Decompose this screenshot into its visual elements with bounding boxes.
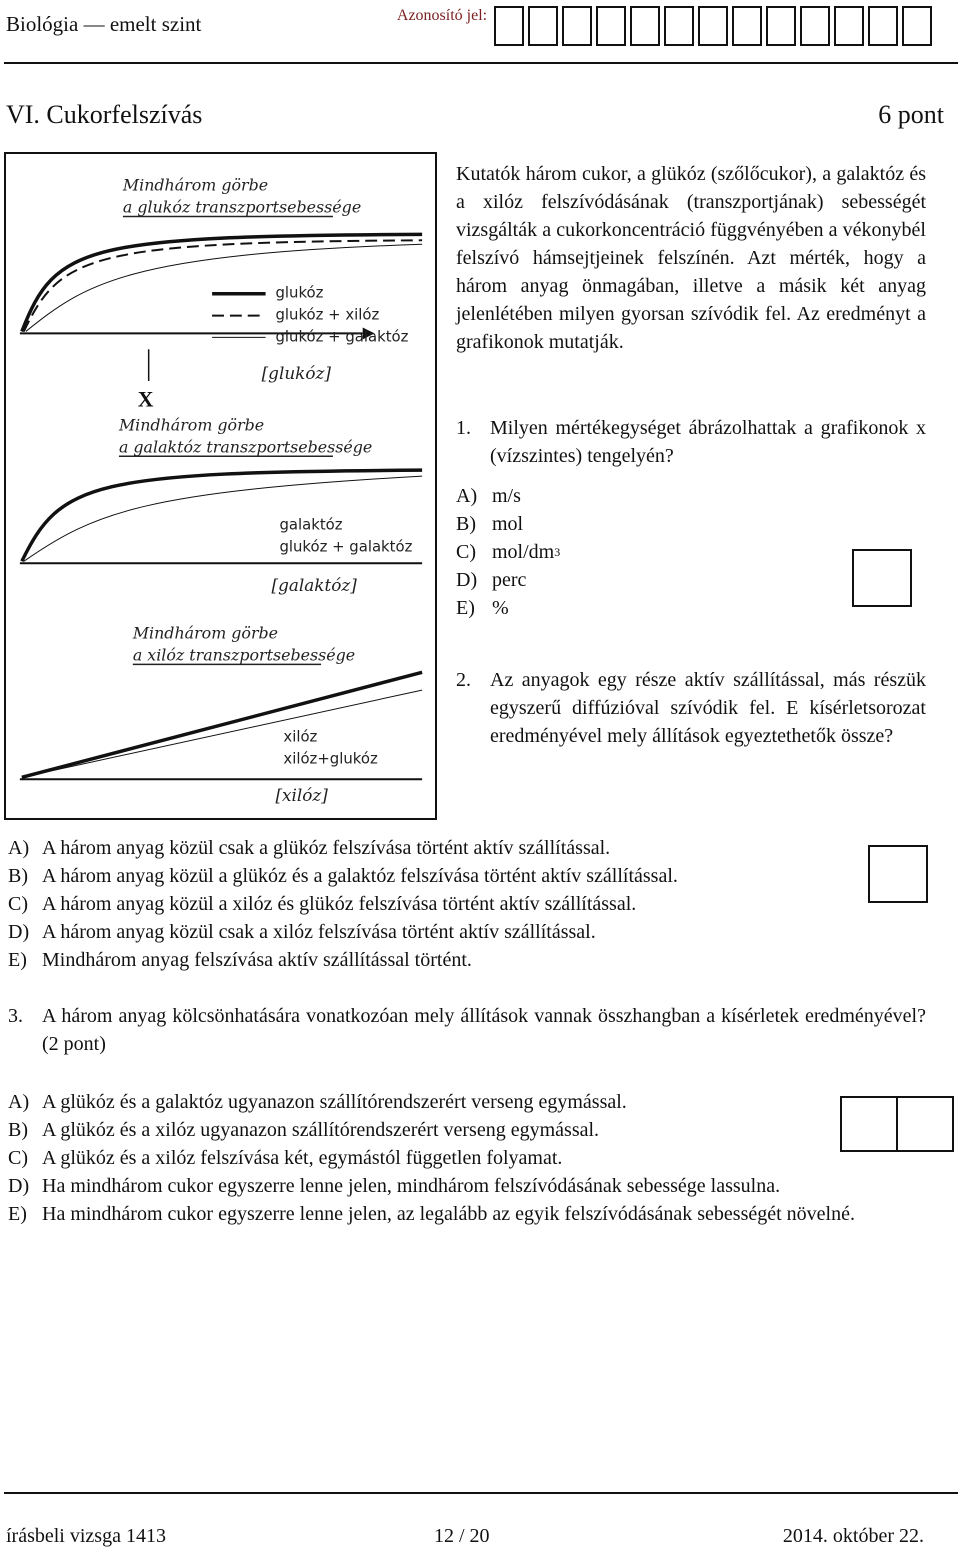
q2-option-d [8, 918, 926, 946]
option-letter: B) [8, 865, 28, 887]
option-letter: D) [8, 1175, 30, 1197]
q3-answer-box-2[interactable] [896, 1096, 954, 1152]
option-letter: A) [456, 485, 478, 507]
q3-option-a [8, 1088, 768, 1116]
option-text: m/s [492, 485, 521, 507]
q3-text: A három anyag kölcsönhatására vonatkozóan mely állítások vannak összhangban a kísérletek eredményével? (2 pont) [42, 1005, 926, 1055]
q3-option-c [8, 1144, 768, 1172]
id-box[interactable] [630, 6, 660, 46]
option-text: A három anyag közül csak a glükóz felszívása történt aktív szállítással. [42, 837, 611, 859]
panel2-title-line1: Mindhárom görbe [118, 415, 265, 435]
panel2-legend-1: galaktóz [279, 515, 343, 534]
id-box[interactable] [596, 6, 626, 46]
panel1-axis-label: [glukóz] [261, 362, 331, 383]
id-box[interactable] [732, 6, 762, 46]
transport-figure [4, 152, 437, 820]
option-letter: A) [8, 837, 30, 859]
panel3-legend-1: xilóz [283, 727, 318, 746]
q3-stem [8, 1002, 926, 1058]
q2-answer-box[interactable] [868, 845, 928, 903]
option-letter: A) [8, 1091, 30, 1113]
id-box[interactable] [834, 6, 864, 46]
transport-graphs [6, 154, 435, 818]
q2-stem [456, 666, 926, 750]
footer-exam-code: írásbeli vizsga 1413 [6, 1525, 166, 1547]
option-text: % [492, 597, 509, 619]
q3-option-d [8, 1172, 926, 1200]
panel1-legend-1: glukóz [275, 283, 324, 302]
intro-paragraph: Kutatók három cukor, a glükóz (szőlőcukor), a galaktóz és a xilóz felszívódásának (transzportjának) sebességét vizsgálták a cukorkoncentráció függvényében a vékonybél felszívó hámsejtjeinek felszínén. Azt mérték, hogy a három anyag önmagában, illetve a másik két anyag jelenlétében milyen gyorsan szívódik fel. Az eredményt a grafikonok mutatják. [456, 163, 926, 353]
option-letter: E) [456, 597, 475, 619]
panel3-title-line2: a xilóz transzportsebessége [132, 645, 356, 665]
option-superscript: 3 [554, 545, 561, 559]
option-letter: D) [8, 921, 30, 943]
q3-number: 3. [8, 1005, 23, 1027]
q2-option-e [8, 946, 926, 974]
q2-option-b [8, 862, 926, 890]
panel3-axis-label: [xilóz] [275, 785, 328, 806]
option-letter: B) [456, 513, 476, 535]
footer-divider [4, 1492, 958, 1494]
q1-option-a [456, 482, 926, 510]
q2-options [8, 834, 926, 974]
q3-answer-box-1[interactable] [840, 1096, 898, 1152]
id-box[interactable] [528, 6, 558, 46]
panel1-legend-3: glukóz + galaktóz [275, 327, 409, 346]
q3-options [8, 1088, 926, 1228]
q1-number: 1. [456, 417, 471, 439]
q1-stem [456, 414, 926, 470]
panel1-title-line1: Mindhárom görbe [122, 175, 269, 195]
q2-text: Az anyagok egy része aktív szállítással, más részük egyszerű diffúzióval szívódik fel. E kísérletsorozat eredményével mely állítások egyeztethetők össze? [490, 669, 926, 747]
id-box[interactable] [562, 6, 592, 46]
id-box[interactable] [766, 6, 796, 46]
header-subject: Biológia — emelt szint [6, 12, 202, 36]
section-title: VI. Cukorfelszívás [6, 100, 203, 129]
panel1-title-line2: a glukóz transzportsebessége [122, 197, 362, 217]
section-points: 6 pont [878, 100, 944, 129]
option-letter: E) [8, 949, 27, 971]
panel2-title-line2: a galaktóz transzportsebessége [118, 437, 373, 457]
q2-option-a [8, 834, 926, 862]
option-text: perc [492, 569, 527, 591]
q1-option-b [456, 510, 926, 538]
option-letter: C) [8, 1147, 28, 1169]
panel3-title-line1: Mindhárom görbe [132, 623, 279, 643]
option-letter: C) [456, 541, 476, 563]
q1-text: Milyen mértékegységet ábrázolhattak a grafikonok x (vízszintes) tengelyén? [490, 417, 926, 467]
id-box[interactable] [494, 6, 524, 46]
id-box[interactable] [902, 6, 932, 46]
option-text: A három anyag közül csak a xilóz felszívása történt aktív szállítással. [42, 921, 596, 943]
q1-answer-box[interactable] [852, 549, 912, 607]
id-label: Azonosító jel: [396, 7, 488, 24]
id-box[interactable] [800, 6, 830, 46]
option-letter: B) [8, 1119, 28, 1141]
option-letter: D) [456, 569, 478, 591]
q2-number: 2. [456, 669, 471, 691]
header-divider [4, 62, 958, 64]
option-text: A három anyag közül a glükóz és a galaktóz felszívása történt aktív szállítással. [42, 865, 678, 887]
option-letter: E) [8, 1203, 27, 1225]
option-text: A glükóz és a xilóz felszívása két, egymástól független folyamat. [42, 1147, 563, 1169]
option-letter: C) [8, 893, 28, 915]
option-text: A glükóz és a galaktóz ugyanazon szállítórendszerért verseng egymással. [42, 1091, 627, 1113]
id-box[interactable] [698, 6, 728, 46]
q2-option-c [8, 890, 926, 918]
footer-page-number: 12 / 20 [434, 1525, 490, 1547]
q3-option-e [8, 1200, 926, 1228]
option-text: A glükóz és a xilóz ugyanazon szállítórendszerért verseng egymással. [42, 1119, 600, 1141]
option-text: Ha mindhárom cukor egyszerre lenne jelen, mindhárom felszívódásának sebessége lassulna. [42, 1175, 781, 1197]
id-box[interactable] [664, 6, 694, 46]
option-text: mol [492, 513, 524, 535]
panel3-legend-2: xilóz+glukóz [283, 749, 378, 768]
footer-date: 2014. október 22. [782, 1525, 924, 1547]
figure-marker-x: X [137, 387, 154, 412]
panel1-legend-2: glukóz + xilóz [275, 305, 380, 324]
panel2-legend-2: glukóz + galaktóz [279, 537, 413, 556]
option-text: A három anyag közül a xilóz és glükóz felszívása történt aktív szállítással. [42, 893, 637, 915]
q3-option-b [8, 1116, 768, 1144]
panel2-axis-label: [galaktóz] [271, 575, 357, 596]
option-text: mol/dm [492, 541, 555, 563]
option-text: Mindhárom anyag felszívása aktív szállítással történt. [42, 949, 472, 971]
id-box[interactable] [868, 6, 898, 46]
option-text: Ha mindhárom cukor egyszerre lenne jelen, az legalább az egyik felszívódásának sebességét növelné. [42, 1203, 855, 1225]
